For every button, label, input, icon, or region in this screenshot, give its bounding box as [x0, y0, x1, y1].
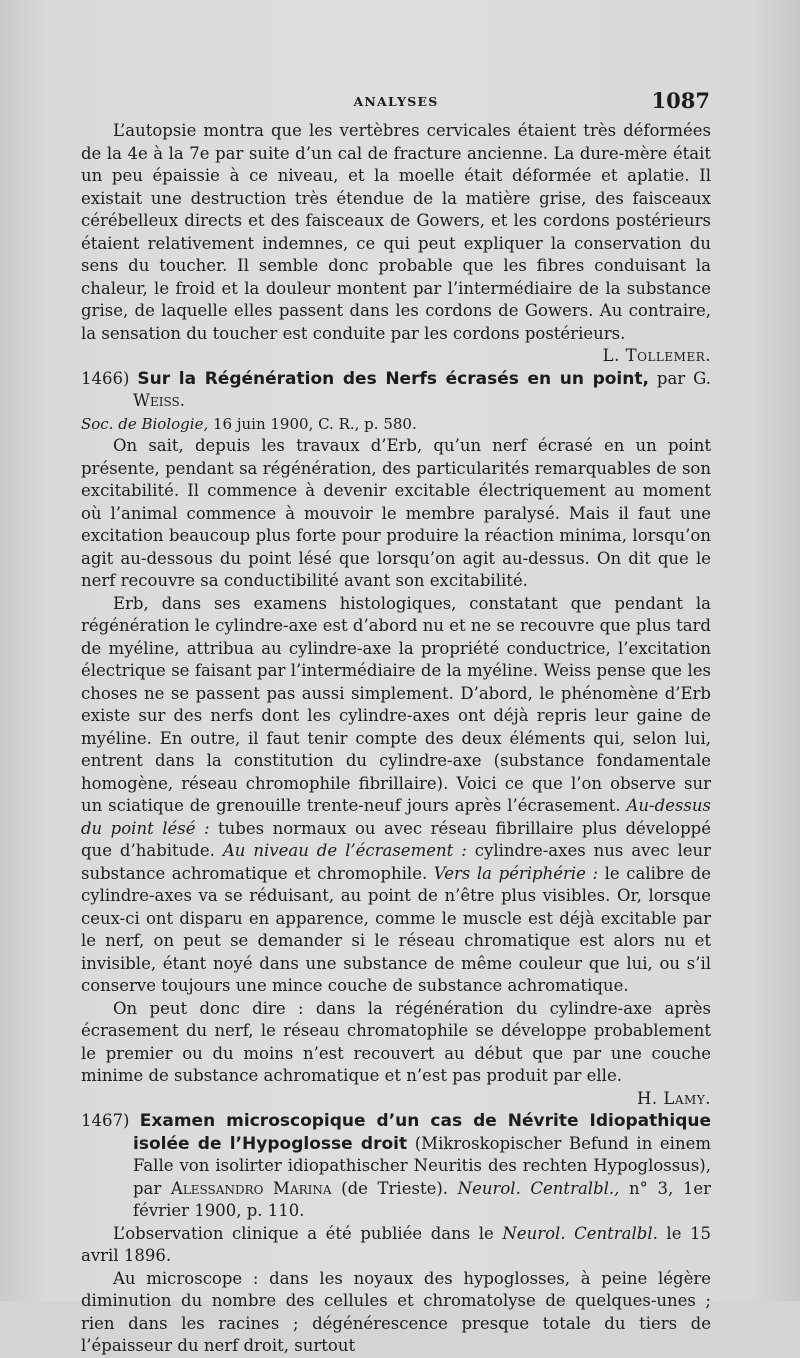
entry-subtitle: (Mikroskopischer Befund in einem Falle von isolirter idiopathischer Neuritis des rechten Hypoglossus), par [133, 1133, 711, 1198]
paragraph-text: le 15 avril 1896. [81, 1223, 712, 1265]
entry-title: Examen microscopique d’un cas de Névrite Idiopathique isolée de l’Hypoglosse droit [133, 1111, 711, 1154]
italic-term: Neurol. Centralbl. [502, 1223, 658, 1243]
italic-term: Au niveau de l’écrasement : [222, 841, 467, 860]
entry-1467-paragraph-2: Au microscope : dans les noyaux des hypoglosses, à peine légère diminution du nombre des cellules et chromatolyse de quelques-unes ; rien dans les racines ; dégénérescence presque totale du tiers de l’épaisseur du nerf droit, surtout [81, 1268, 711, 1355]
author-prefix: par [656, 368, 686, 388]
entry-1467-heading [81, 1110, 711, 1223]
entry-1467-paragraph-1 [81, 1223, 711, 1268]
entry-number: 1466) [81, 368, 130, 388]
author-place: (de Trieste). [341, 1178, 449, 1198]
running-head: ANALYSES [353, 94, 439, 109]
page-number: 1087 [651, 88, 710, 113]
paragraph-text: On peut donc dire : dans la régénération du cylindre-axe après écrasement du nerf, le réseau chromatophile se développe probablement le premier ou du moins n’est recouvert au début que par une couche minime de substance achromatique et n’est pas produit par elle. [81, 998, 711, 1085]
paragraph-text: cylindre-axes nus avec leur substance achromatique et chromophile. [81, 841, 712, 883]
italic-term: Au-dessus du point lésé : [81, 796, 711, 838]
italic-term: Vers la périphérie : [433, 863, 599, 883]
reviewer-signature: L. Tollemer. [602, 346, 711, 365]
entry-1466-source [81, 413, 711, 436]
source-details: n° 3, 1er février 1900, p. 110. [133, 1178, 711, 1220]
page-content [81, 120, 711, 1358]
previous-review-paragraph [81, 120, 711, 365]
paragraph-text: L’autopsie montra que les vertèbres cervicales étaient très déformées de la 4e à la 7e par suite d’un cal de fracture ancienne. La dure-mère était un peu épaissie à ce niveau, et la moelle était déformée et aplatie. Il existait une destruction très étendue de la matière grise, des faisceaux cérébelleux directs et des faisceaux de Gowers, et les cordons postérieurs étaient relativement indemnes, ce qui peut expliquer la conservation du sens du toucher. Il semble donc probable que les fibres conduisant la chaleur, le froid et la douleur montent par l’intermédiaire de la substance grise, de laquelle elles passent dans les cordons de Gowers. Au contraire, la sensation du toucher est conduite par les cordons postérieurs. [81, 121, 711, 343]
paragraph-text: le calibre de cylindre-axes va se réduisant, au point de n’être plus visibles. Or, lorsque ceux-ci ont disparu en apparence, comme le muscle est déjà excitable par le nerf, on peut se demander si le réseau chromatique est alors nu et invisible, étant noyé dans une substance de même couleur que lui, ou s’il conserve toujours une mince couche de substance achromatique. [81, 863, 712, 995]
entry-author: Alessandro Marina [170, 1178, 332, 1198]
page-header [82, 88, 710, 118]
paragraph-text: Erb, dans ses examens histologiques, constatant que pendant la régénération le cylindre-axe est d’abord nu et ne se recouvre que plus tard de myéline, attribua au cylindre-axe la propriété conductrice, l’excitation électrique se faisant par l’intermédiaire de la myéline. Weiss pense que les choses ne se passent pas aussi simplement. D’abord, le phénomène d’Erb existe sur des nerfs dont les cylindre-axes ont déjà repris leur gaine de myéline. En outre, il faut tenir compte des deux éléments qui, selon lui, entrent dans la constitution du cylindre-axe (substance fondamentale homogène, réseau chromophile fibrillaire). Voici ce que l’on observe sur un sciatique de grenouille trente-neuf jours après l’écrasement. [81, 593, 711, 815]
source-details: 16 juin 1900, C. R., p. 580. [213, 414, 417, 433]
entry-1466-heading [81, 368, 711, 413]
entry-1466-paragraph-3 [81, 998, 711, 1108]
paragraph-text: L’observation clinique a été publiée dans le [113, 1223, 494, 1243]
entry-title: Sur la Régénération des Nerfs écrasés en un point, [137, 368, 649, 389]
entry-1466-paragraph-1: On sait, depuis les travaux d’Erb, qu’un nerf écrasé en un point présente, pendant sa régénération, des particularités remarquables de son excitabilité. Il commence à devenir excitable électriquement au moment où l’animal commence à mouvoir le membre paralysé. Mais il faut une excitation beaucoup plus forte pour produire la réaction minima, lorsqu’on agit au-dessous du point lésé que lorsqu’on agit au-dessus. On dit que le nerf recouvre sa conductibilité avant son excitabilité. [81, 436, 711, 590]
reviewer-signature: H. Lamy. [637, 1088, 711, 1108]
source-journal: Neurol. Centralbl., [457, 1178, 620, 1198]
paragraph-text: tubes normaux ou avec réseau fibrillaire plus développé que d’habitude. [81, 818, 711, 860]
entry-number: 1467) [81, 1111, 130, 1130]
entry-author: G. Weiss. [133, 368, 712, 410]
source-journal: Soc. de Biologie, [81, 414, 209, 433]
entry-1466-paragraph-2 [81, 593, 711, 998]
